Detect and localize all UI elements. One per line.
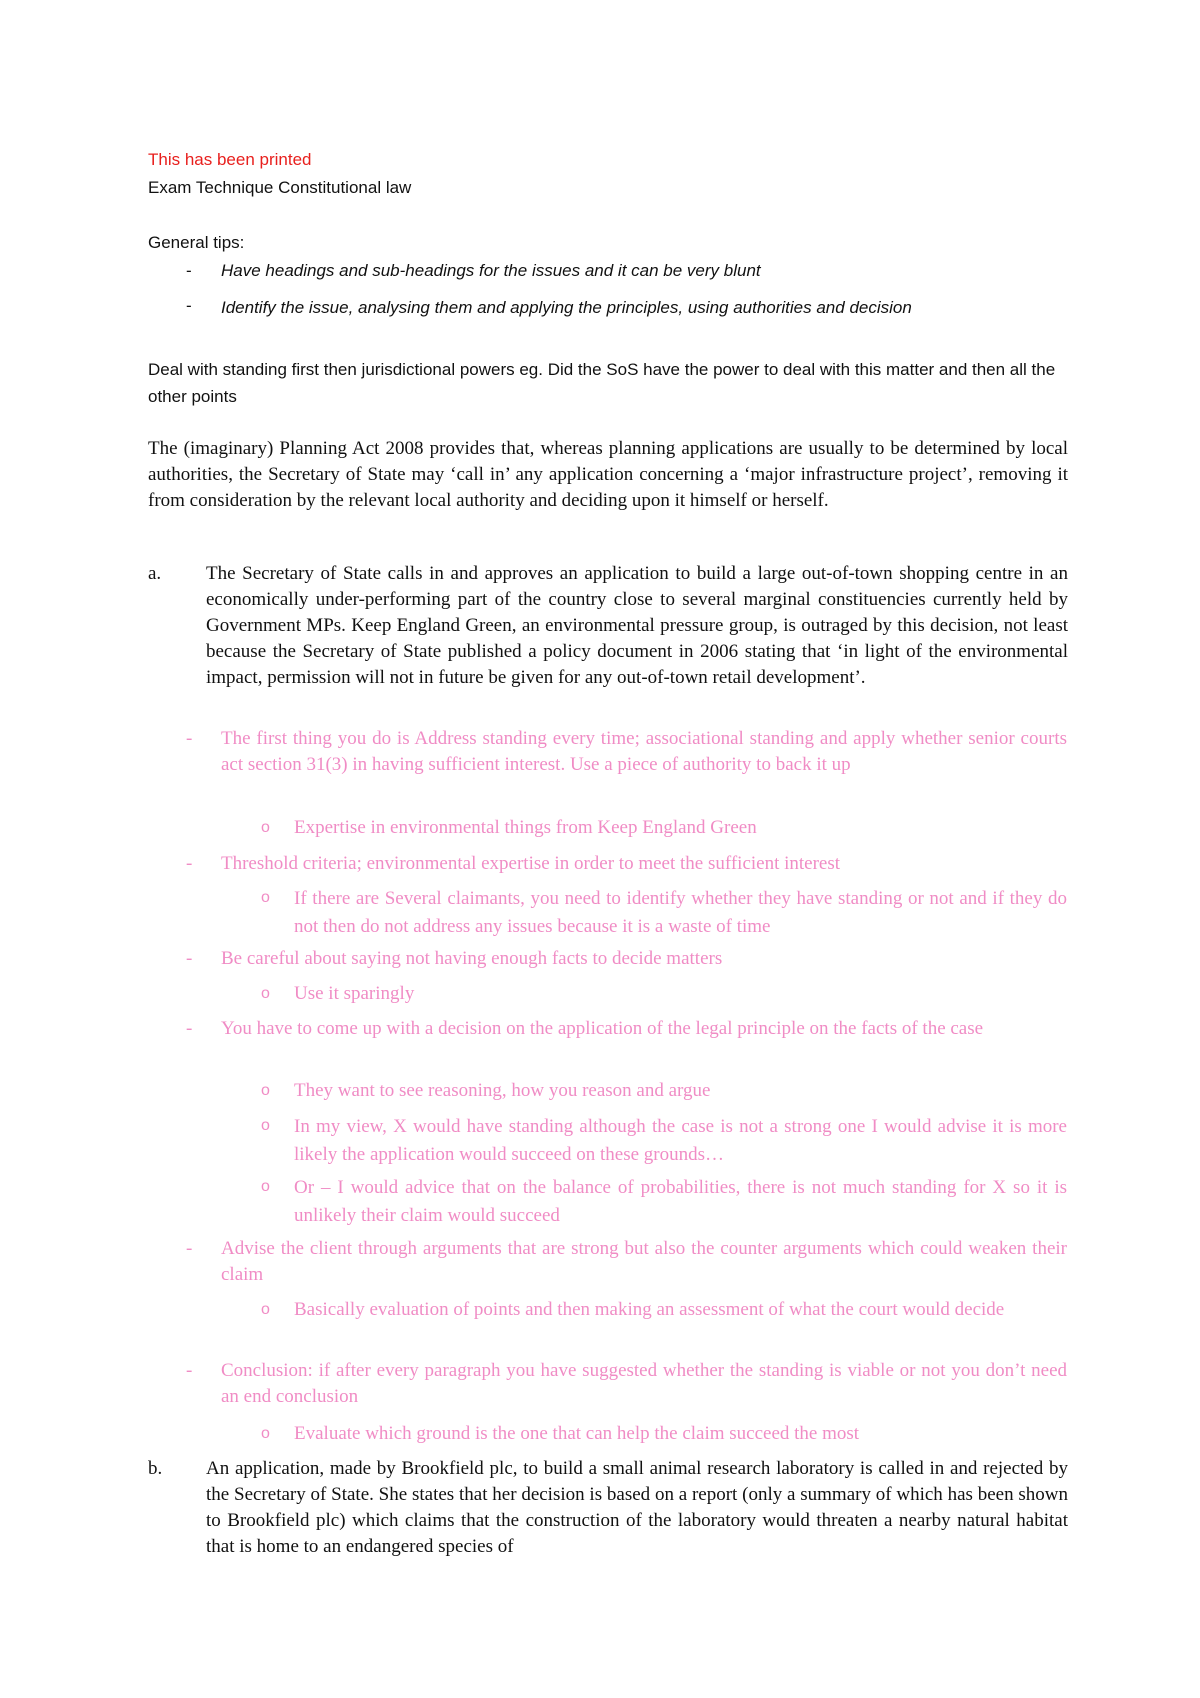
- standing-note: Deal with standing first then jurisdictional powers eg. Did the SoS have the power to deal with this matter and then all the other points: [148, 360, 1056, 406]
- note-4: You have to come up with a decision on the application of the legal principle on the facts of the case: [221, 1018, 984, 1039]
- note-dash-4: -: [186, 1018, 193, 1039]
- tip-item-2: Identify the issue, analysing them and applying the principles, using authorities and decision: [221, 298, 912, 317]
- question-a-marker: a.: [148, 563, 162, 584]
- note-3: Be careful about saying not having enough facts to decide matters: [221, 948, 723, 969]
- note-dash-2: -: [186, 853, 193, 874]
- note-4a: They want to see reasoning, how you reason and argue: [294, 1080, 711, 1101]
- note-dash-6: -: [186, 1360, 193, 1381]
- note-2: Threshold criteria; environmental expertise in order to meet the sufficient interest: [221, 853, 841, 874]
- question-b-marker: b.: [148, 1458, 163, 1479]
- document-title: Exam Technique Constitutional law: [148, 178, 412, 197]
- printed-note: This has been printed: [148, 150, 312, 169]
- note-sub-marker-4b: o: [261, 1117, 270, 1134]
- note-sub-marker-6a: o: [261, 1425, 270, 1442]
- tip-dash-1: -: [186, 261, 192, 280]
- note-sub-marker-2a: o: [261, 889, 270, 906]
- note-sub-marker-5a: o: [261, 1301, 270, 1318]
- intro-paragraph: The (imaginary) Planning Act 2008 provides that, whereas planning applications are usually to be determined by local authorities, the Secretary of State may ‘call in’ any application concerning a ‘major infrastructure project’, removing it from consideration by the relevant local authority and deciding upon it himself or herself.: [148, 438, 1068, 511]
- note-dash-5: -: [186, 1238, 193, 1259]
- note-dash-1: -: [186, 728, 193, 749]
- tip-item-1: Have headings and sub-headings for the issues and it can be very blunt: [221, 261, 761, 280]
- tip-dash-2: -: [186, 296, 192, 315]
- note-sub-marker-4a: o: [261, 1082, 270, 1099]
- note-5: Advise the client through arguments that are strong but also the counter arguments which could weaken their claim: [221, 1238, 1067, 1285]
- note-sub-marker-1a: o: [261, 819, 270, 836]
- note-3a: Use it sparingly: [294, 983, 415, 1004]
- note-sub-marker-3a: o: [261, 985, 270, 1002]
- question-a-text: The Secretary of State calls in and approves an application to build a large out-of-town shopping centre in an economically under-performing part of the country close to several marginal constituencies currently held by Government MPs. Keep England Green, an environmental pressure group, is outraged by this decision, not least because the Secretary of State published a policy document in 2006 stating that ‘in light of the environmental impact, permission will not in future be given for any out-of-town retail development’.: [206, 563, 1068, 688]
- note-5a: Basically evaluation of points and then making an assessment of what the court would decide: [294, 1299, 1005, 1320]
- note-dash-3: -: [186, 948, 193, 969]
- question-b-text: An application, made by Brookfield plc, to build a small animal research laboratory is called in and rejected by the Secretary of State. She states that her decision is based on a report (only a summary of which has been shown to Brookfield plc) which claims that the construction of the laboratory would threaten a nearby natural habitat that is home to an endangered species of: [206, 1458, 1068, 1557]
- note-sub-marker-4c: o: [261, 1178, 270, 1195]
- tips-heading: General tips:: [148, 233, 245, 252]
- note-6a: Evaluate which ground is the one that can help the claim succeed the most: [294, 1423, 860, 1444]
- note-2a: If there are Several claimants, you need to identify whether they have standing or not and if they do not then do not address any issues because it is a waste of time: [294, 888, 1067, 937]
- note-1: The first thing you do is Address standing every time; associational standing and apply whether senior courts act section 31(3) in having sufficient interest. Use a piece of authority to back it up: [221, 728, 1067, 775]
- note-1a: Expertise in environmental things from Keep England Green: [294, 817, 757, 838]
- note-6: Conclusion: if after every paragraph you have suggested whether the standing is viable or not you don’t need an end conclusion: [221, 1360, 1067, 1407]
- note-4c: Or – I would advice that on the balance of probabilities, there is not much standing for X so it is unlikely their claim would succeed: [294, 1177, 1067, 1226]
- note-4b: In my view, X would have standing although the case is not a strong one I would advise it is more likely the application would succeed on these grounds…: [294, 1116, 1067, 1165]
